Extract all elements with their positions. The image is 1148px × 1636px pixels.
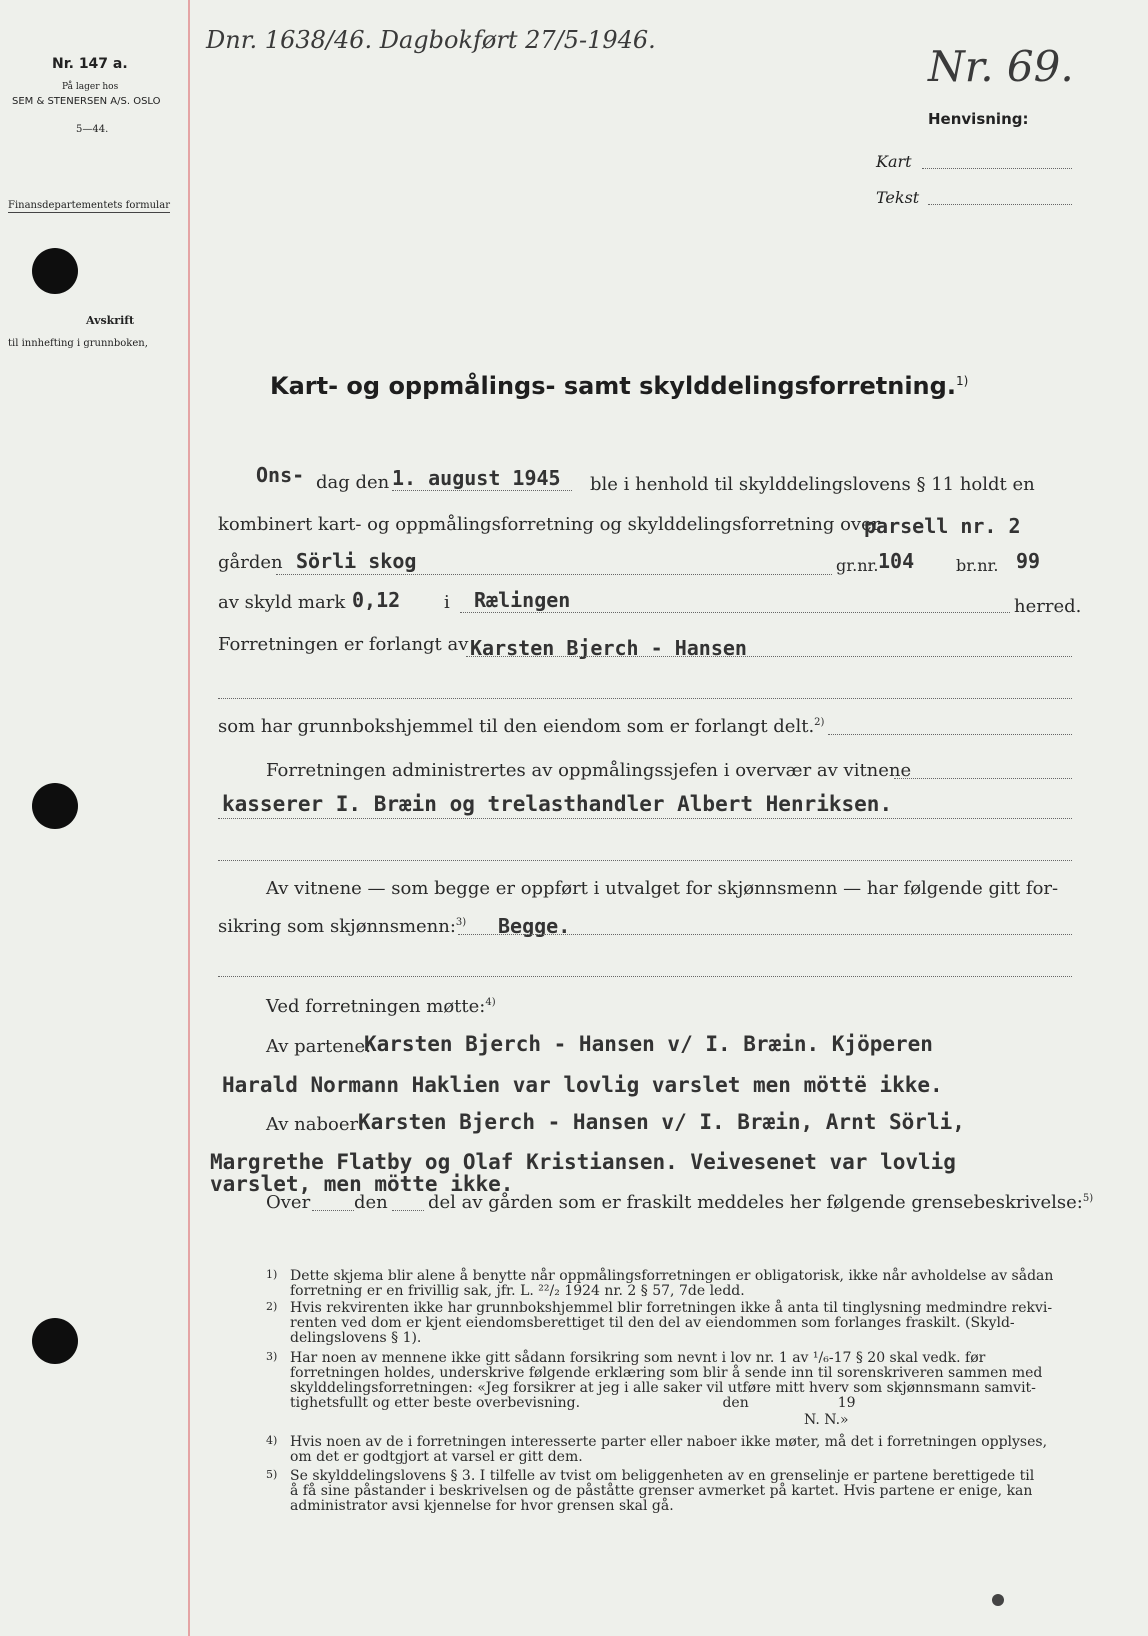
attendance-label (266, 996, 496, 1017)
title-footnote-ref: 1) (955, 374, 969, 388)
kart-line (922, 168, 1072, 169)
footnote-line: N. N.» (804, 1412, 849, 1428)
line2-text: kombinert kart- og oppmålingsforretning og skylddelingsforretning over (218, 514, 881, 535)
handwritten-reference: Dnr. 1638/46. Dagbokført 27/5-1946. (206, 26, 656, 54)
administered-line-dots (894, 778, 1072, 779)
garden-label: gården (218, 552, 283, 573)
administered-text: Forretningen administrertes av oppmålingssjefen i overvær av vitnene (266, 760, 912, 781)
footnote-number: 4) (266, 1434, 278, 1447)
assurance-typed: Begge. (498, 914, 571, 938)
footnote-ref-2: 2) (814, 717, 825, 728)
punch-hole-top (32, 248, 78, 294)
requested-by-label: Forretningen er forlangt av (218, 634, 469, 655)
footnote-number: 5) (266, 1468, 278, 1481)
tekst-line (928, 204, 1072, 205)
dag-den-label: dag den (316, 472, 390, 493)
avskrift-label: Avskrift (86, 314, 135, 327)
footnote-number: 2) (266, 1300, 278, 1313)
footnote-line: delingslovens § 1). (290, 1330, 422, 1346)
skyld-label: av skyld mark (218, 592, 346, 613)
municipality-line (460, 612, 1010, 613)
footnote-number: 1) (266, 1268, 278, 1281)
attendance-text: Ved forretningen møtte: (266, 996, 486, 1017)
form-number: Nr. 147 a. (52, 56, 128, 72)
assurance-text: sikring som skjønnsmenn: (218, 916, 456, 937)
witnesses-typed: kasserer I. Bræin og trelasthandler Albert Henriksen. (222, 792, 893, 816)
date-typed: 1. august 1945 (392, 466, 561, 490)
date-line (392, 490, 572, 491)
assurance-label (218, 916, 466, 937)
witness-text: Av vitnene — som begge er oppført i utvalget for skjønnsmenn — har følgende gitt for- (266, 878, 1059, 899)
footnote-ref-4: 4) (485, 997, 496, 1008)
blank-line-2 (218, 860, 1072, 861)
requested-by-line (466, 656, 1072, 657)
footnote-ref-3: 3) (455, 917, 467, 928)
footnote-line: forretning er en frivillig sak, jfr. L. ²²/₂ 1924 nr. 2 § 57, 7de ledd. (290, 1283, 745, 1299)
i-label: i (444, 592, 450, 613)
footnote-line: forretningen holdes, underskrive følgende erklæring som blir å sende inn til sorenskriveren sammen med (290, 1365, 1043, 1381)
title-text: Kart- og oppmålings- samt skylddelingsforretning. (270, 372, 956, 400)
grnr-label: gr.nr. (836, 556, 879, 575)
skyld-value: 0,12 (352, 588, 401, 612)
requested-by-typed: Karsten Bjerch - Hansen (470, 636, 747, 660)
publisher-line-1: På lager hos (62, 82, 119, 92)
kart-label: Kart (876, 152, 912, 171)
punch-hole-middle (32, 783, 78, 829)
footnote-line: administrator avsi kjennelse for hvor grensen skal gå. (290, 1498, 674, 1514)
over-line (312, 1210, 354, 1211)
footnote-line: Dette skjema blir alene å benytte når oppmålingsforretningen er obligatorisk, ikke når avholdelse av sådan (290, 1268, 1054, 1284)
grunnbok-line-dots (828, 734, 1072, 735)
neighbours-typed-3: varslet, men mötte ikke. (210, 1172, 514, 1196)
footnote-number: 3) (266, 1350, 278, 1363)
henvisning-label: Henvisning: (928, 110, 1029, 128)
den-label: den (354, 1192, 388, 1213)
footnote-line: renten ved dom er kjent eiendomsberettiget til den del av eiendommen som forlanges fraskilt. (Skyld- (290, 1315, 1015, 1331)
brnr-label: br.nr. (956, 556, 999, 575)
footnote-ref-5: 5) (1082, 1193, 1094, 1204)
farm-name-line (276, 574, 832, 575)
footnote-line: om det er godtgjort at varsel er gitt dem. (290, 1449, 583, 1465)
farm-name-typed: Sörli skog (296, 549, 417, 573)
handwritten-number: Nr. 69. (928, 42, 1074, 91)
blank-line-3 (218, 976, 1072, 977)
footnote-line: å få sine påstander i beskrivelsen og de påståtte grenser avmerket på kartet. Hvis partene er enige, kan (290, 1483, 1033, 1499)
avskrift-sub: til innhefting i grunnboken, (8, 338, 148, 349)
footnote-line: Har noen av mennene ikke gitt sådann forsikring som nevnt i lov nr. 1 av ¹/₆-17 § 20 skal vedk. før (290, 1350, 986, 1366)
margin-rule (188, 0, 190, 1636)
blank-line-1 (218, 698, 1072, 699)
ink-dot (992, 1594, 1004, 1606)
neighbours-typed: Karsten Bjerch - Hansen v/ I. Bræin, Arnt Sörli, (358, 1110, 965, 1134)
boundary-text: del av gården som er fraskilt meddeles her følgende grensebeskrivelse: (428, 1192, 1083, 1213)
footnote-line: tighetsfullt og etter beste overbevisning. den 19 (290, 1395, 856, 1411)
publisher-line-2: SEM & STENERSEN A/S. OSLO (12, 96, 161, 107)
grunnbok-line (218, 716, 824, 737)
assurance-line (458, 934, 1072, 935)
neighbours-label: Av naboer: (266, 1114, 365, 1135)
tekst-label: Tekst (876, 188, 920, 207)
weekday-typed: Ons- (256, 463, 305, 487)
grnr-value: 104 (878, 549, 915, 573)
formular-label: Finansdepartementets formular (8, 200, 170, 211)
herred-label: herred. (1014, 596, 1082, 617)
boundary-label (428, 1192, 1093, 1213)
neighbours-typed-2: Margrethe Flatby og Olaf Kristiansen. Veivesenet var lovlig (210, 1150, 956, 1174)
witnesses-line (218, 818, 1072, 819)
page-title (270, 372, 968, 400)
municipality-typed: Rælingen (474, 588, 571, 612)
parcel-typed: parsell nr. 2 (864, 514, 1021, 538)
grunnbok-text: som har grunnbokshjemmel til den eiendom som er forlangt delt. (218, 716, 815, 737)
brnr-value: 99 (1016, 549, 1041, 573)
footnote-line: Hvis noen av de i forretningen interesserte parter eller naboer ikke møter, må det i forretningen opplyses, (290, 1434, 1048, 1450)
buyer-typed: Harald Normann Haklien var lovlig varslet men möttë ikke. (222, 1073, 943, 1097)
footnote-line: skylddelingsforretningen: «Jeg forsikrer at jeg i alle saker vil utføre mitt hverv som skjønnsmann samvit- (290, 1380, 1036, 1396)
over-label: Over (266, 1192, 311, 1213)
den-line (392, 1210, 424, 1211)
date-code: 5—44. (76, 124, 109, 135)
punch-hole-bottom (32, 1318, 78, 1364)
line1-rest: ble i henhold til skylddelingslovens § 11 holdt en (590, 474, 1035, 495)
parties-label: Av partene: (266, 1036, 372, 1057)
footnote-line: Hvis rekvirenten ikke har grunnbokshjemmel blir forretningen ikke å anta til tinglysning medmindre rekvi- (290, 1300, 1053, 1316)
footnote-line: Se skylddelingslovens § 3. I tilfelle av tvist om beliggenheten av en grenselinje er partene berettigede til (290, 1468, 1035, 1484)
parties-typed: Karsten Bjerch - Hansen v/ I. Bræin. Kjöperen (364, 1032, 933, 1056)
